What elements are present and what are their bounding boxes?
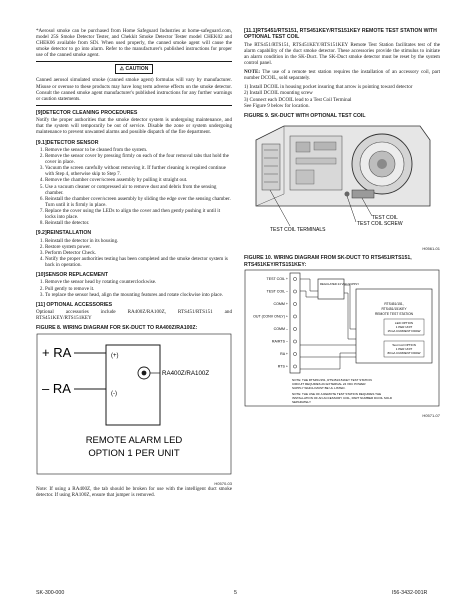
list-item: 3. Perform Detector Check.	[45, 250, 232, 256]
list-item: 2. Pull gently to remove it.	[45, 286, 232, 292]
terminal-screw	[293, 302, 296, 305]
section-9-text: Notify the proper authorities that the smoke detector system is undergoing maintenance, and that the system will temporarily be out of service. Disable the zone or system undergoing maintenance to prevent unwanted alarms and possible dispatch of the fire department.	[36, 117, 232, 136]
figure-8-title: FIGURE 8. WIRING DIAGRAM FOR SK-DUCT TO RA400Z/RA100Z:	[36, 325, 198, 332]
led-option-3: 15mA CURRENT DRAW	[387, 328, 421, 333]
minus-ra-label: – RA	[42, 380, 71, 396]
coil-option-3: 80mA CURRENT DRAW	[387, 350, 421, 355]
list-item: 3. To replace the sensor head, align the mounting features and rotate clockwise into place.	[45, 292, 232, 298]
section-11-1-text: The RTS451/RTS151, RTS451KEY/RTS151KEY Remote Test Station facilitates test of the alarm capability of the duct smoke detector. These accessories provide the stimulus to initiate an alarm condition in the SK-Duct. The SK-Duct smoke detector must be reset by the system control panel.	[244, 41, 440, 67]
terminal-label: RTS +	[277, 364, 288, 369]
list-item: 4. Notify the proper authorities testing has been completed and the smoke detector system is back in operation.	[45, 256, 232, 268]
caution-label: CAUTION	[125, 66, 149, 73]
test-coil-screw	[345, 192, 350, 197]
rts-wiring-diagram	[244, 269, 440, 407]
terminal-screw	[293, 290, 296, 293]
install-step: 1) Install DCOIL in housing pocket insuring that arrow is pointing toward detector	[244, 84, 413, 91]
power-supply-label: REGULATED 24 VDC SUPPLY	[320, 281, 360, 286]
minus-terminal-label: (-)	[111, 390, 117, 397]
list-item: 2. Remove the sensor cover by pressing firmly on each of the four removal tabs that hold the cover in place.	[45, 153, 232, 165]
note-label: NOTE:	[244, 69, 261, 76]
list-item: 1. Remove the sensor head by rotating counterclockwise.	[45, 279, 232, 285]
coil-note	[244, 69, 440, 81]
remote-alarm-note-line1: REMOTE ALARM LED	[85, 434, 183, 446]
rts-label-1: RTS451/151,	[384, 301, 404, 306]
coil-option-2: 1 PER UNIT	[395, 346, 413, 351]
test-coil	[352, 190, 374, 198]
section-9-2-title: [9.2]REINSTALLATION	[36, 230, 92, 237]
list-item: 1. Remove the sensor to be cleaned from the system.	[45, 147, 232, 153]
remote-alarm-note-line2: OPTION 1 PER UNIT	[88, 447, 180, 459]
coil-option-1: Test Coil OPTION	[392, 342, 416, 347]
terminal-block	[262, 144, 280, 190]
terminal-screw	[293, 315, 296, 318]
terminal-screw	[293, 340, 296, 343]
terminal-screw	[293, 352, 296, 355]
detector-sensor-steps	[36, 147, 232, 226]
list-item: 7. Replace the cover using the LEDs to align the cover and then gently pushing it until it locks into place.	[45, 208, 232, 220]
aerosol-intro: *Aerosol smoke can be purchased from Home Safeguard Industries at home-safeguard.com, model 25S Smoke Detector Tester, and Chekkit Smoke Detector Tester model CHEK02 and CHEK06 available from SDi. When used properly, the canned smoke agent will cause the smoke detector to go into alarm. Refer to the manufacturer's published instructions for proper use of the canned smoke agent.	[36, 28, 232, 59]
terminal-strip	[290, 273, 300, 373]
section-9-1-title: [9.1]DETECTOR SENSOR	[36, 139, 99, 146]
terminal-screw	[293, 277, 296, 280]
footer-doc-number: SK-300-000	[36, 590, 65, 596]
fig10-note-1c: SUPPLY WHICH MUST BE UL LISTED.	[292, 385, 346, 390]
rts-label-2: RTS451/151KEY	[381, 306, 407, 311]
section-10-title: [10]SENSOR REPLACEMENT	[36, 272, 109, 279]
right-column	[244, 28, 440, 418]
fig10-note-1a: NOTE: THE RTS451/151, RTS451/151KEY TEST STATION	[292, 377, 372, 382]
section-9-title: [9]DETECTOR CLEANING PROCEDURES	[36, 109, 138, 116]
list-item: 4. Remove the chamber cover/screen assembly by pulling it straight out.	[45, 177, 232, 183]
test-coil-terminals-label: TEST COIL TERMINALS	[270, 227, 326, 234]
figure-10-id: H0571-07	[422, 412, 440, 418]
figure-10	[244, 269, 440, 418]
plus-terminal-label: (+)	[111, 352, 119, 359]
sk-duct-illustration	[244, 120, 440, 240]
divider	[36, 61, 232, 62]
fig10-note-2b: INSTALLATION OF AN ACCESSORY COIL, PART NUMBER DCOIL SOLD	[292, 395, 393, 400]
figure-8	[36, 333, 232, 486]
figure-8-id: H0570-03	[214, 480, 232, 486]
sensor-replacement-steps	[36, 279, 232, 297]
list-item: 8. Reinstall the detector.	[45, 220, 232, 226]
led-option-2: 1 PER UNIT	[395, 324, 413, 329]
section-11-1-title: [11.1]RTS451/RTS151, RTS451KEY/RTS151KEY REMOTE TEST STATION WITH OPTIONAL TEST COIL	[244, 28, 437, 41]
plus-ra-label: + RA	[42, 344, 72, 360]
list-item: 5. Use a vacuum cleaner or compressed air to remove dust and debris from the sensing chamber.	[45, 184, 232, 196]
test-coil-screw-label: TEST COIL SCREW	[357, 221, 403, 228]
terminal-screw	[293, 327, 296, 330]
divider	[36, 105, 232, 106]
device-model-label: RA400Z/RA100Z	[162, 369, 210, 377]
reinstallation-steps	[36, 238, 232, 268]
figure-10-title: FIGURE 10. WIRING DIAGRAM FROM SK-DUCT TO RTS451/RTS151, RTS451KEY/RTS151KEY:	[244, 255, 412, 268]
led-lens	[142, 370, 147, 375]
figure-9-id: H0561-01	[422, 246, 440, 252]
list-item: 6. Reinstall the chamber cover/screen assembly by sliding the edge over the sensing chamber. Turn until it is firmly in place.	[45, 196, 232, 208]
section-11-title: [11] OPTIONAL ACCESSORIES	[36, 301, 113, 308]
note-text: The use of a remote test station requires the installation of an accessory coil, part number DCOIL, sold separately.	[244, 69, 440, 82]
caution-badge	[115, 64, 153, 74]
rts-label-3: REMOTE TEST STATION	[374, 311, 414, 316]
terminal-label: TEST COIL +	[266, 277, 288, 282]
section-11-text: Optional accessories include RA400Z/RA100Z, RTS451/RTS151 and RTS451KEY/RTS151KEY	[36, 309, 232, 322]
terminal-label: RA +	[280, 352, 288, 357]
fig10-note-1b: CIRCUIT REQUIRES AN EXTERNAL 24 VDC POWER	[292, 381, 366, 386]
figure-8-note: Note: If using a RA400Z, the tab should be broken for use with the intelligent duct smoke detector. If using RA100Z, ensure that jumper is removed.	[36, 485, 232, 498]
list-item: 2. Restore system power.	[45, 244, 232, 250]
fig10-note-2c: SEPARATELY	[292, 399, 312, 404]
install-step: See Figure 9 below for location.	[244, 102, 310, 109]
warning-icon: ⚠	[119, 66, 125, 73]
install-step: 2) Install DCOIL mounting screw	[244, 90, 313, 97]
ra-wiring-diagram	[36, 333, 232, 475]
footer-part-number: I56-3432-001R	[392, 590, 428, 596]
terminal-screw	[293, 365, 296, 368]
terminal-label: TEST COIL –	[266, 289, 288, 294]
caution-text: Canned aerosol simulated smoke (canned smoke agent) formulas will vary by manufacturer. Misuse or overuse to these products may have long term adverse effects on the smoke detector. Consult the canned smoke agent manufacturer's published instructions for any further warnings or caution statements.	[36, 77, 232, 102]
led-option-1: LED OPTION	[394, 320, 414, 325]
test-coil-label: TEST COIL	[372, 215, 398, 222]
list-item: 1. Reinstall the detector in its housing.	[45, 238, 232, 244]
terminal-label: RA/RTS –	[271, 339, 288, 344]
figure-9	[244, 120, 440, 251]
terminal-label: COMM –	[273, 327, 288, 332]
terminal-label: OUT (CONV ONLY) +	[253, 314, 288, 319]
install-step: 3) Connect each DCOIL lead to a Test Coil Terminal	[244, 96, 352, 103]
figure-9-title: FIGURE 9. SK-DUCT WITH OPTIONAL TEST COIL	[244, 112, 366, 119]
list-item: 3. Vacuum the screen carefully without removing it. If further cleaning is required continue with Step 4, otherwise skip to Step 7.	[45, 165, 232, 177]
terminal-label: COMM +	[273, 302, 288, 307]
fig10-note-2a: NOTE: THE USE OF A REMOTE TEST STATION REQUIRES THE	[292, 391, 382, 396]
left-column	[36, 28, 232, 501]
footer-page-number: 5	[234, 590, 237, 596]
